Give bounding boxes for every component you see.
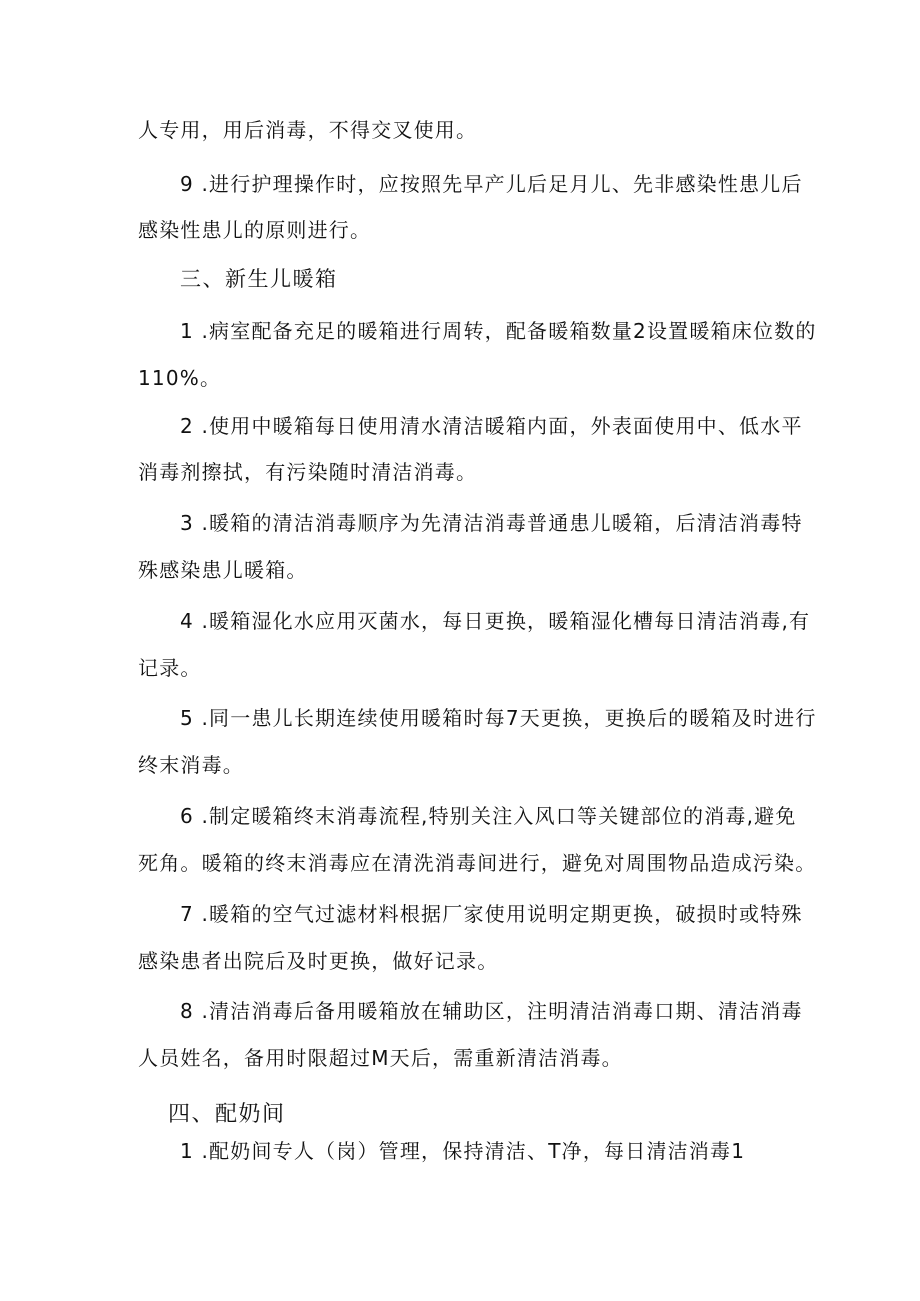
list-item-8-line-1: 8 .清洁消毒后备用暖箱放在辅助区，注明清洁消毒口期、清洁消毒 (180, 999, 803, 1023)
list-item-1-line-1: 1 .病室配备充足的暖箱进行周转，配备暖箱数量2设置暖箱床位数的 (180, 319, 817, 343)
list-item-9-line-1: 9 .进行护理操作时，应按照先早产儿后足月儿、先非感染性患儿后 (180, 172, 803, 196)
list-item-8-line-2: 人员姓名，备用时限超过M天后，需重新清洁消毒。 (138, 1046, 623, 1070)
list-item-1-line-2: 110%。 (138, 366, 222, 390)
list-item-6-line-2: 死角。暖箱的终末消毒应在清洗消毒间进行，避免对周围物品造成污染。 (138, 851, 817, 875)
list-item-3-line-2: 殊感染患儿暖箱。 (138, 558, 308, 582)
list-item-6-line-1: 6 .制定暖箱终末消毒流程,特别关注入风口等关键部位的消毒,避免 (180, 804, 797, 828)
list-item-4-line-2: 记录。 (138, 656, 202, 680)
list-item-3-line-1: 3 .暖箱的清洁消毒顺序为先清洁消毒普通患儿暖箱，后清洁消毒特 (180, 511, 803, 535)
list-item-2-line-2: 消毒剂擦拭，有污染随时清洁消毒。 (138, 460, 478, 484)
section-heading-incubator: 三、新生儿暖箱 (180, 267, 338, 291)
list-item-2-line-1: 2 .使用中暖箱每日使用清水清洁暖箱内面，外表面使用中、低水平 (180, 414, 803, 438)
list-item-5-line-1: 5 .同一患儿长期连续使用暖箱时每7天更换，更换后的暖箱及时进行 (180, 706, 817, 730)
list-item-9-line-2: 感染性患儿的原则进行。 (138, 218, 372, 242)
list-item-4-line-1: 4 .暖箱湿化水应用灭菌水，每日更换，暖箱湿化槽每日清洁消毒,有 (180, 609, 811, 633)
list-item-7-line-1: 7 .暖箱的空气过滤材料根据厂家使用说明定期更换，破损时或特殊 (180, 902, 803, 926)
section-heading-milk-room: 四、配奶间 (168, 1102, 286, 1127)
list-item-7-line-2: 感染患者出院后及时更换，做好记录。 (138, 949, 499, 973)
list-item-milk-1-line-1: 1 .配奶间专人（岗）管理，保持清洁、T净，每日清洁消毒1 (180, 1139, 746, 1163)
list-item-5-line-2: 终末消毒。 (138, 753, 244, 777)
text-line: 人专用，用后消毒，不得交叉使用。 (138, 118, 478, 142)
